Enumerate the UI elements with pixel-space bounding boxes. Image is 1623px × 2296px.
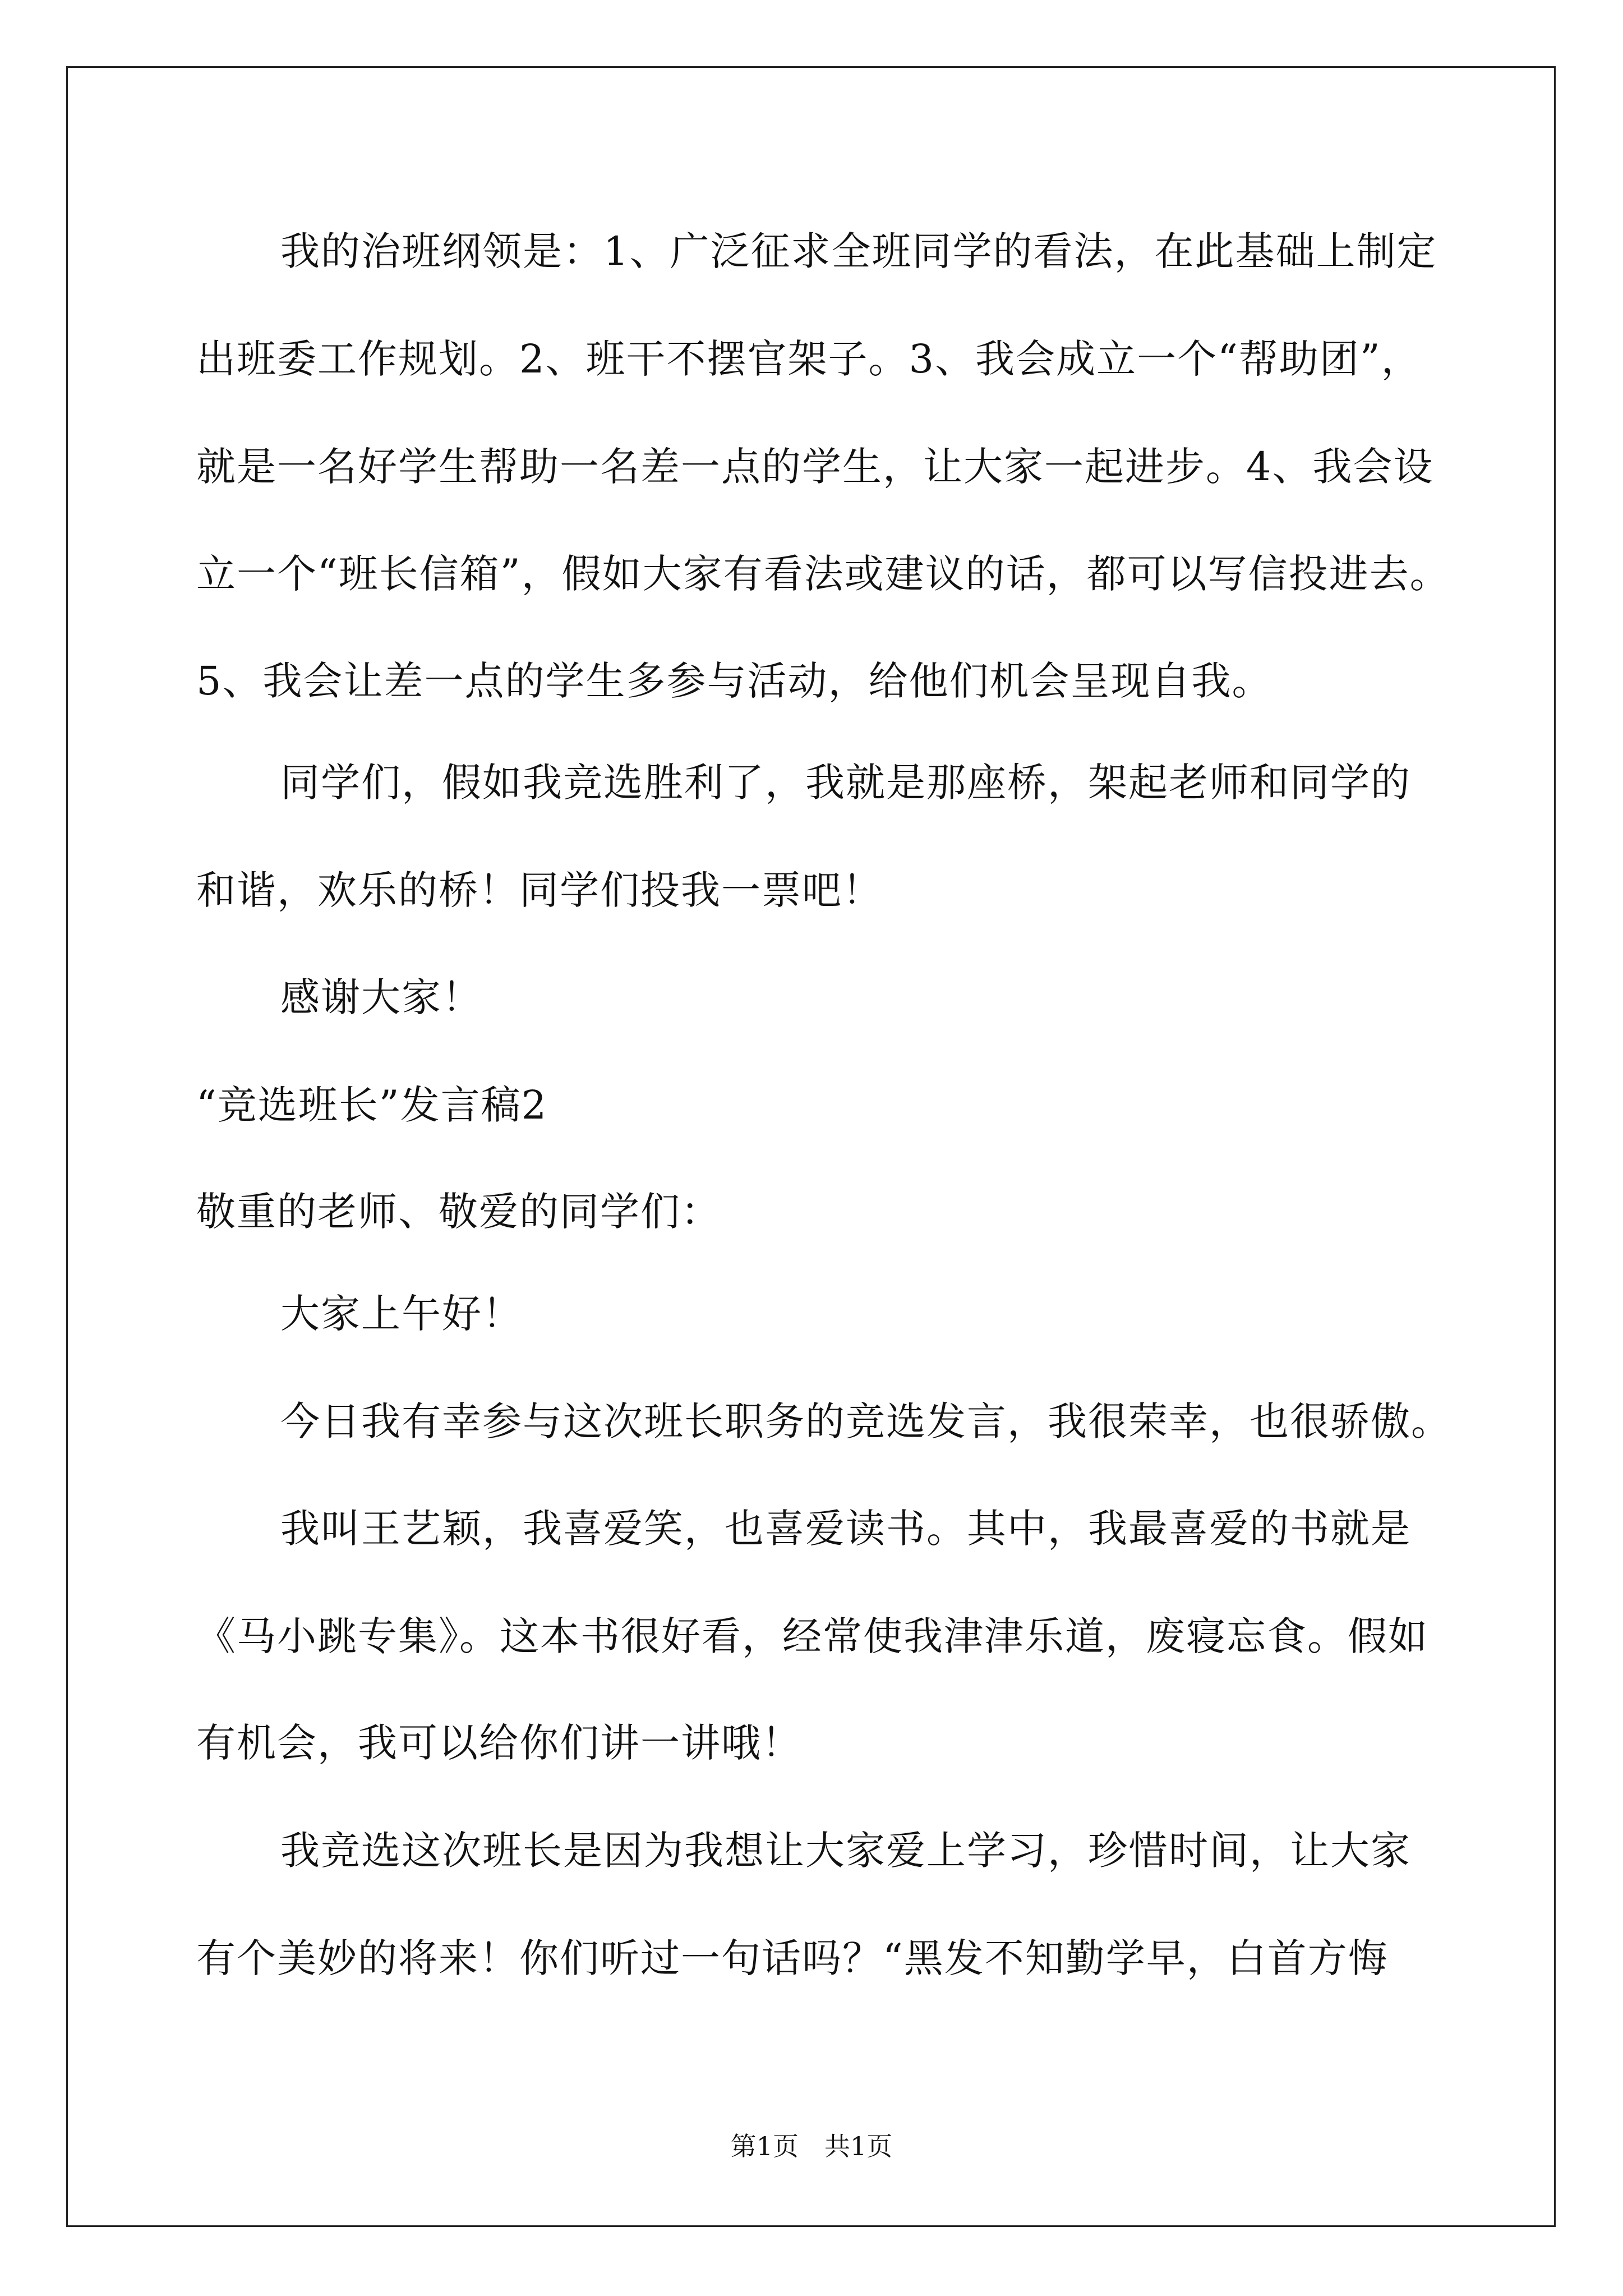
page-border (66, 66, 1556, 2227)
text-line: 同学们，假如我竞选胜利了，我就是那座桥，架起老师和同学的 (280, 760, 1411, 806)
text-line: 有机会，我可以给你们讲一讲哦！ (196, 1720, 802, 1766)
text-line: 我竞选这次班长是因为我想让大家爱上学习，珍惜时间，让大家 (280, 1828, 1411, 1874)
text-line: 感谢大家！ (280, 974, 482, 1020)
text-line: 今日我有幸参与这次班长职务的竞选发言，我很荣幸，也很骄傲。 (280, 1398, 1451, 1444)
text-line: 5、我会让差一点的学生多参与活动，给他们机会呈现自我。 (196, 658, 1272, 704)
section-heading: “竞选班长”发言稿2 (196, 1082, 548, 1128)
text-line: 我叫王艺颖，我喜爱笑，也喜爱读书。其中，我最喜爱的书就是 (280, 1506, 1411, 1552)
text-line: 我的治班纲领是：1、广泛征求全班同学的看法，在此基础上制定 (280, 228, 1437, 274)
text-line: 出班委工作规划。2、班干不摆官架子。3、我会成立一个“帮助团”， (196, 336, 1422, 382)
greeting: 大家上午好！ (280, 1291, 523, 1337)
text-line: 有个美妙的将来！你们听过一句话吗？“黑发不知勤学早，白首方悔 (196, 1935, 1389, 1981)
text-line: 《马小跳专集》。这本书很好看，经常使我津津乐道，废寝忘食。假如 (196, 1613, 1428, 1659)
text-line: 就是一名好学生帮助一名差一点的学生，让大家一起进步。4、我会设 (196, 444, 1434, 490)
text-line: 和谐，欢乐的桥！同学们投我一票吧！ (196, 867, 883, 913)
page-number: 第1页 共1页 (730, 2131, 893, 2161)
salutation: 敬重的老师、敬爱的同学们： (196, 1189, 721, 1235)
text-line: 立一个“班长信箱”，假如大家有看法或建议的话，都可以写信投进去。 (196, 551, 1450, 597)
